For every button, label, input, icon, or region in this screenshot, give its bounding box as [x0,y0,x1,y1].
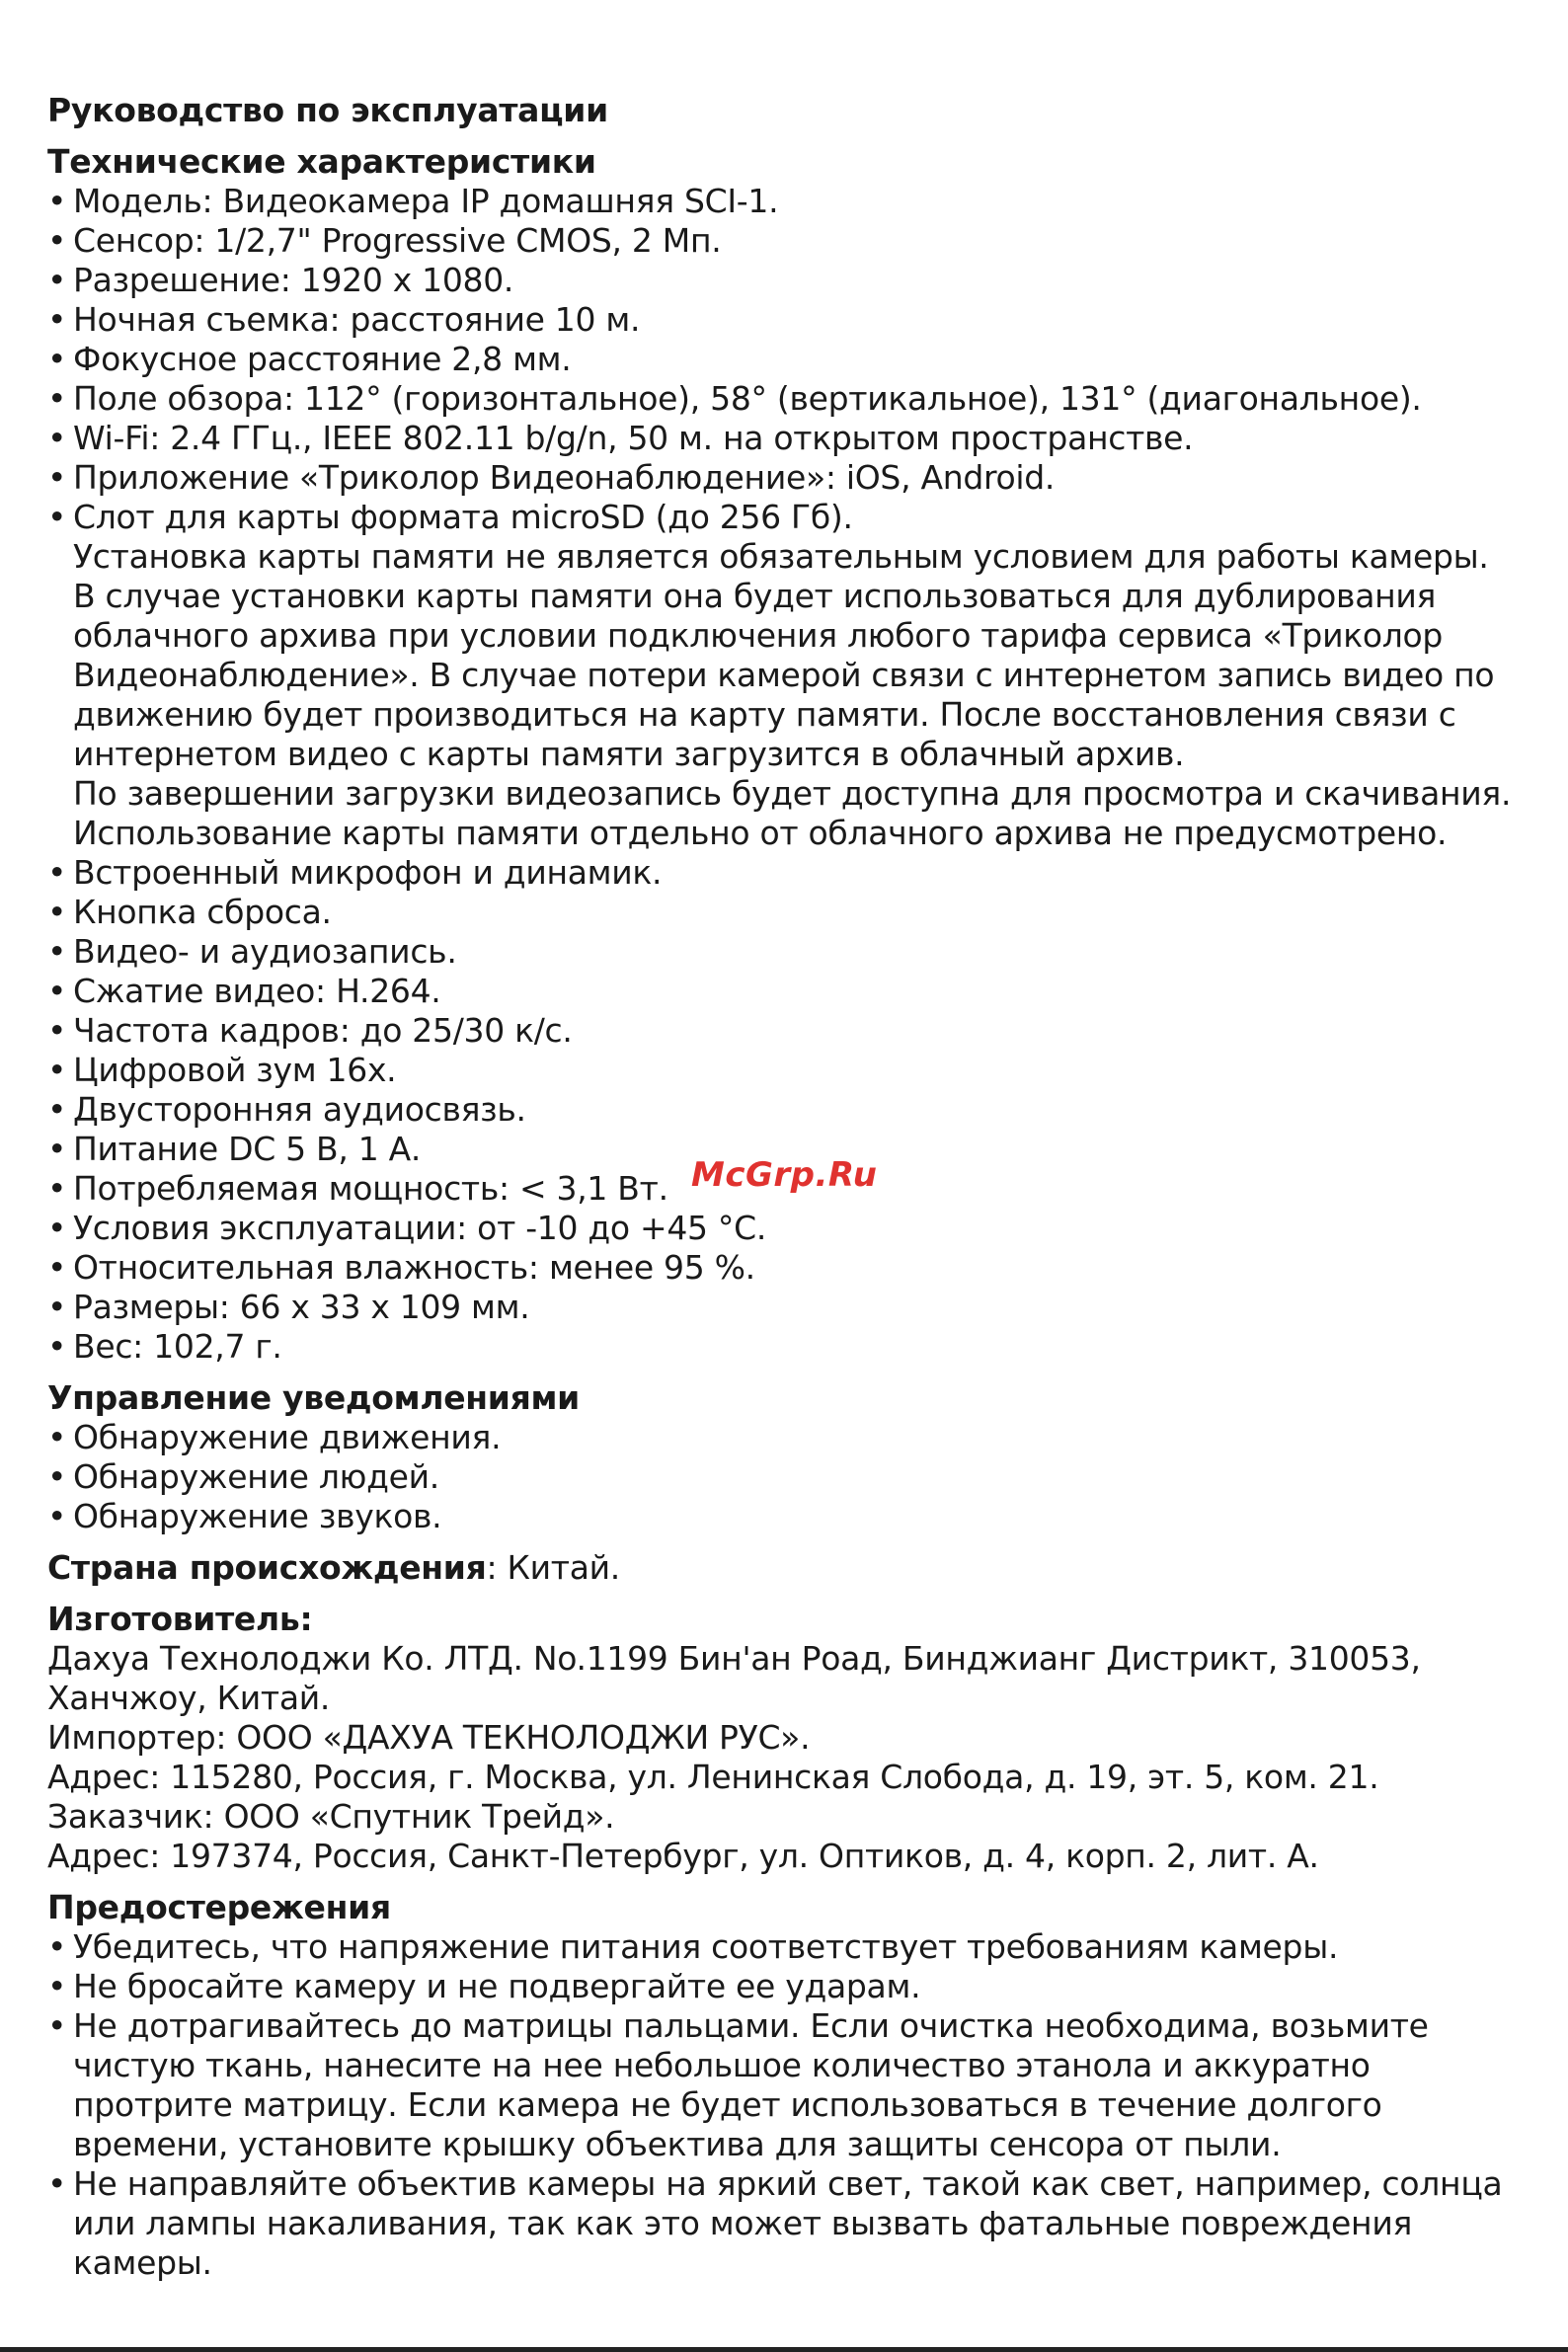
microsd-note-line: По завершении загрузки видеозапись будет доступна для просмотра и скачивания. [73,774,1512,813]
customer-line: Заказчик: ООО «Спутник Трейд». [47,1797,615,1836]
bullet-icon: • [47,1169,67,1208]
list-item: • Кнопка сброса. [47,893,332,931]
bullet-icon: • [47,1497,67,1535]
origin-section [47,1548,1529,1588]
list-item: • Убедитесь, что напряжение питания соответствует требованиям камеры. [47,1927,1339,1966]
bullet-icon: • [47,182,67,220]
list-item: • Цифровой зум 16x. [47,1051,397,1089]
notifications-heading: Управление уведомлениями [47,1378,580,1417]
list-item: • Условия эксплуатации: от -10 до +45 °C. [47,1209,767,1247]
list-item: • Обнаружение звуков. [47,1497,442,1535]
bullet-icon: • [47,853,67,892]
notifications-section [47,1378,1529,1536]
bullet-icon: • [47,340,67,378]
list-item: • Не дотрагивайтесь до матрицы пальцами. Если очистка необходима, возьмите чистую ткань, нанесите на нее небольшое количество этанола и аккуратно протрите матрицу. Если камера не будет использоваться в течение долгого времени, установите крышку объектива для защиты сенсора от пыли. [47,2006,1429,2163]
bullet-icon: • [47,893,67,931]
bullet-icon: • [47,2006,67,2045]
bullet-icon: • [47,1011,67,1050]
bullet-icon: • [47,1051,67,1089]
list-item: • Фокусное расстояние 2,8 мм. [47,340,572,378]
list-item: • Модель: Видеокамера IP домашняя SCI-1. [47,182,779,220]
bullet-icon: • [47,1967,67,2005]
list-item: • Размеры: 66 x 33 x 109 мм. [47,1288,530,1326]
bullet-icon: • [47,419,67,457]
bullet-icon: • [47,1327,67,1366]
bullet-icon: • [47,498,67,536]
bullet-icon: • [47,1418,67,1456]
list-item: • Поле обзора: 112° (горизонтальное), 58° (вертикальное), 131° (диагональное). [47,379,1422,418]
bullet-icon: • [47,932,67,971]
bullet-icon: • [47,1248,67,1287]
list-item: • Wi-Fi: 2.4 ГГц., IEEE 802.11 b/g/n, 50 м. на открытом пространстве. [47,419,1194,457]
bullet-icon: • [47,221,67,260]
bullet-icon: • [47,1457,67,1496]
bullet-icon: • [47,1209,67,1247]
list-item: • Обнаружение людей. [47,1457,439,1496]
bullet-icon: • [47,1130,67,1168]
list-item: • Потребляемая мощность: < 3,1 Вт. [47,1169,668,1208]
specs-heading: Технические характеристики [47,142,596,181]
bullet-icon: • [47,300,67,339]
microsd-note-line: Установка карты памяти не является обязательным условием для работы камеры. [73,537,1489,576]
list-item: • Разрешение: 1920 x 1080. [47,261,514,299]
manufacturer-section [47,1600,1529,1876]
origin-value: : Китай. [486,1548,620,1587]
importer-line: Импортер: ООО «ДАХУА ТЕКНОЛОДЖИ РУС». [47,1718,811,1757]
bottom-divider [0,2347,1568,2352]
importer-address: Адрес: 115280, Россия, г. Москва, ул. Ленинская Слобода, д. 19, эт. 5, ком. 21. [47,1758,1379,1796]
watermark-text: McGrp.Ru [691,1155,878,1195]
list-item: • Встроенный микрофон и динамик. [47,853,663,892]
manufacturer-address: Дахуа Технолоджи Ко. ЛТД. No.1199 Бин'ан Роад, Бинджианг Дистрикт, 310053, Ханчжоу, Китай. [47,1639,1421,1717]
manufacturer-heading: Изготовитель: [47,1600,313,1638]
origin-label: Страна происхождения [47,1548,487,1587]
bullet-icon: • [47,1090,67,1129]
microsd-note-line: Использование карты памяти отдельно от облачного архива не предусмотрено. [73,814,1448,852]
list-item: • Питание DC 5 В, 1 А. [47,1130,422,1168]
list-item: • Приложение «Триколор Видеонаблюдение»: iOS, Android. [47,458,1056,497]
list-item: • Слот для карты формата microSD (до 256 Гб). Установка карты памяти не является обязательным условием для работы камеры. В случае установки карты памяти она будет использоваться для дублирования облачного архива при условии подключения любого тарифа сервиса «Триколор Видеонаблюдение». В случае потери камерой связи с интернетом запись видео по движению будет производиться на карту памяти. После восстановления связи с интернетом видео с карты памяти загрузится в облачный архив. По завершении загрузки видеозапись будет доступна для просмотра и скачивания. Использование карты памяти отдельно от облачного архива не предусмотрено. [47,498,1529,853]
warnings-heading: Предостережения [47,1888,391,1926]
list-item: • Частота кадров: до 25/30 к/с. [47,1011,573,1050]
microsd-note-paragraph: В случае установки карты памяти она будет использоваться для дублирования облачного архива при условии подключения любого тарифа сервиса «Триколор Видеонаблюдение». В случае потери камерой связи с интернетом запись видео по движению будет производиться на карту памяти. После восстановления связи с интернетом видео с карты памяти загрузится в облачный архив. [73,577,1495,773]
notifications-list [47,1418,1529,1536]
bullet-icon: • [47,1288,67,1326]
list-item: • Сенсор: 1/2,7" Progressive CMOS, 2 Мп. [47,221,722,260]
list-item: • Ночная съемка: расстояние 10 м. [47,300,641,339]
list-item: • Обнаружение движения. [47,1418,502,1456]
warnings-list [47,1927,1529,2283]
bullet-icon: • [47,458,67,497]
list-item: • Относительная влажность: менее 95 %. [47,1248,755,1287]
list-item: • Видео- и аудиозапись. [47,932,457,971]
warnings-section [47,1888,1529,2283]
bullet-icon: • [47,261,67,299]
list-item: • Вес: 102,7 г. [47,1327,282,1366]
list-item: • Не направляйте объектив камеры на яркий свет, такой как свет, например, солнца или лампы накаливания, так как это может вызвать фатальные повреждения камеры. [47,2164,1503,2282]
list-item: • Не бросайте камеру и не подвергайте ее ударам. [47,1967,921,2005]
bullet-icon: • [47,972,67,1010]
bullet-icon: • [47,2164,67,2203]
customer-address: Адрес: 197374, Россия, Санкт-Петербург, ул. Оптиков, д. 4, корп. 2, лит. А. [47,1837,1319,1875]
list-item: • Сжатие видео: H.264. [47,972,441,1010]
list-item: • Двусторонняя аудиосвязь. [47,1090,526,1129]
bullet-icon: • [47,1927,67,1966]
bullet-icon: • [47,379,67,418]
page-title: Руководство по эксплуатации [47,91,608,129]
